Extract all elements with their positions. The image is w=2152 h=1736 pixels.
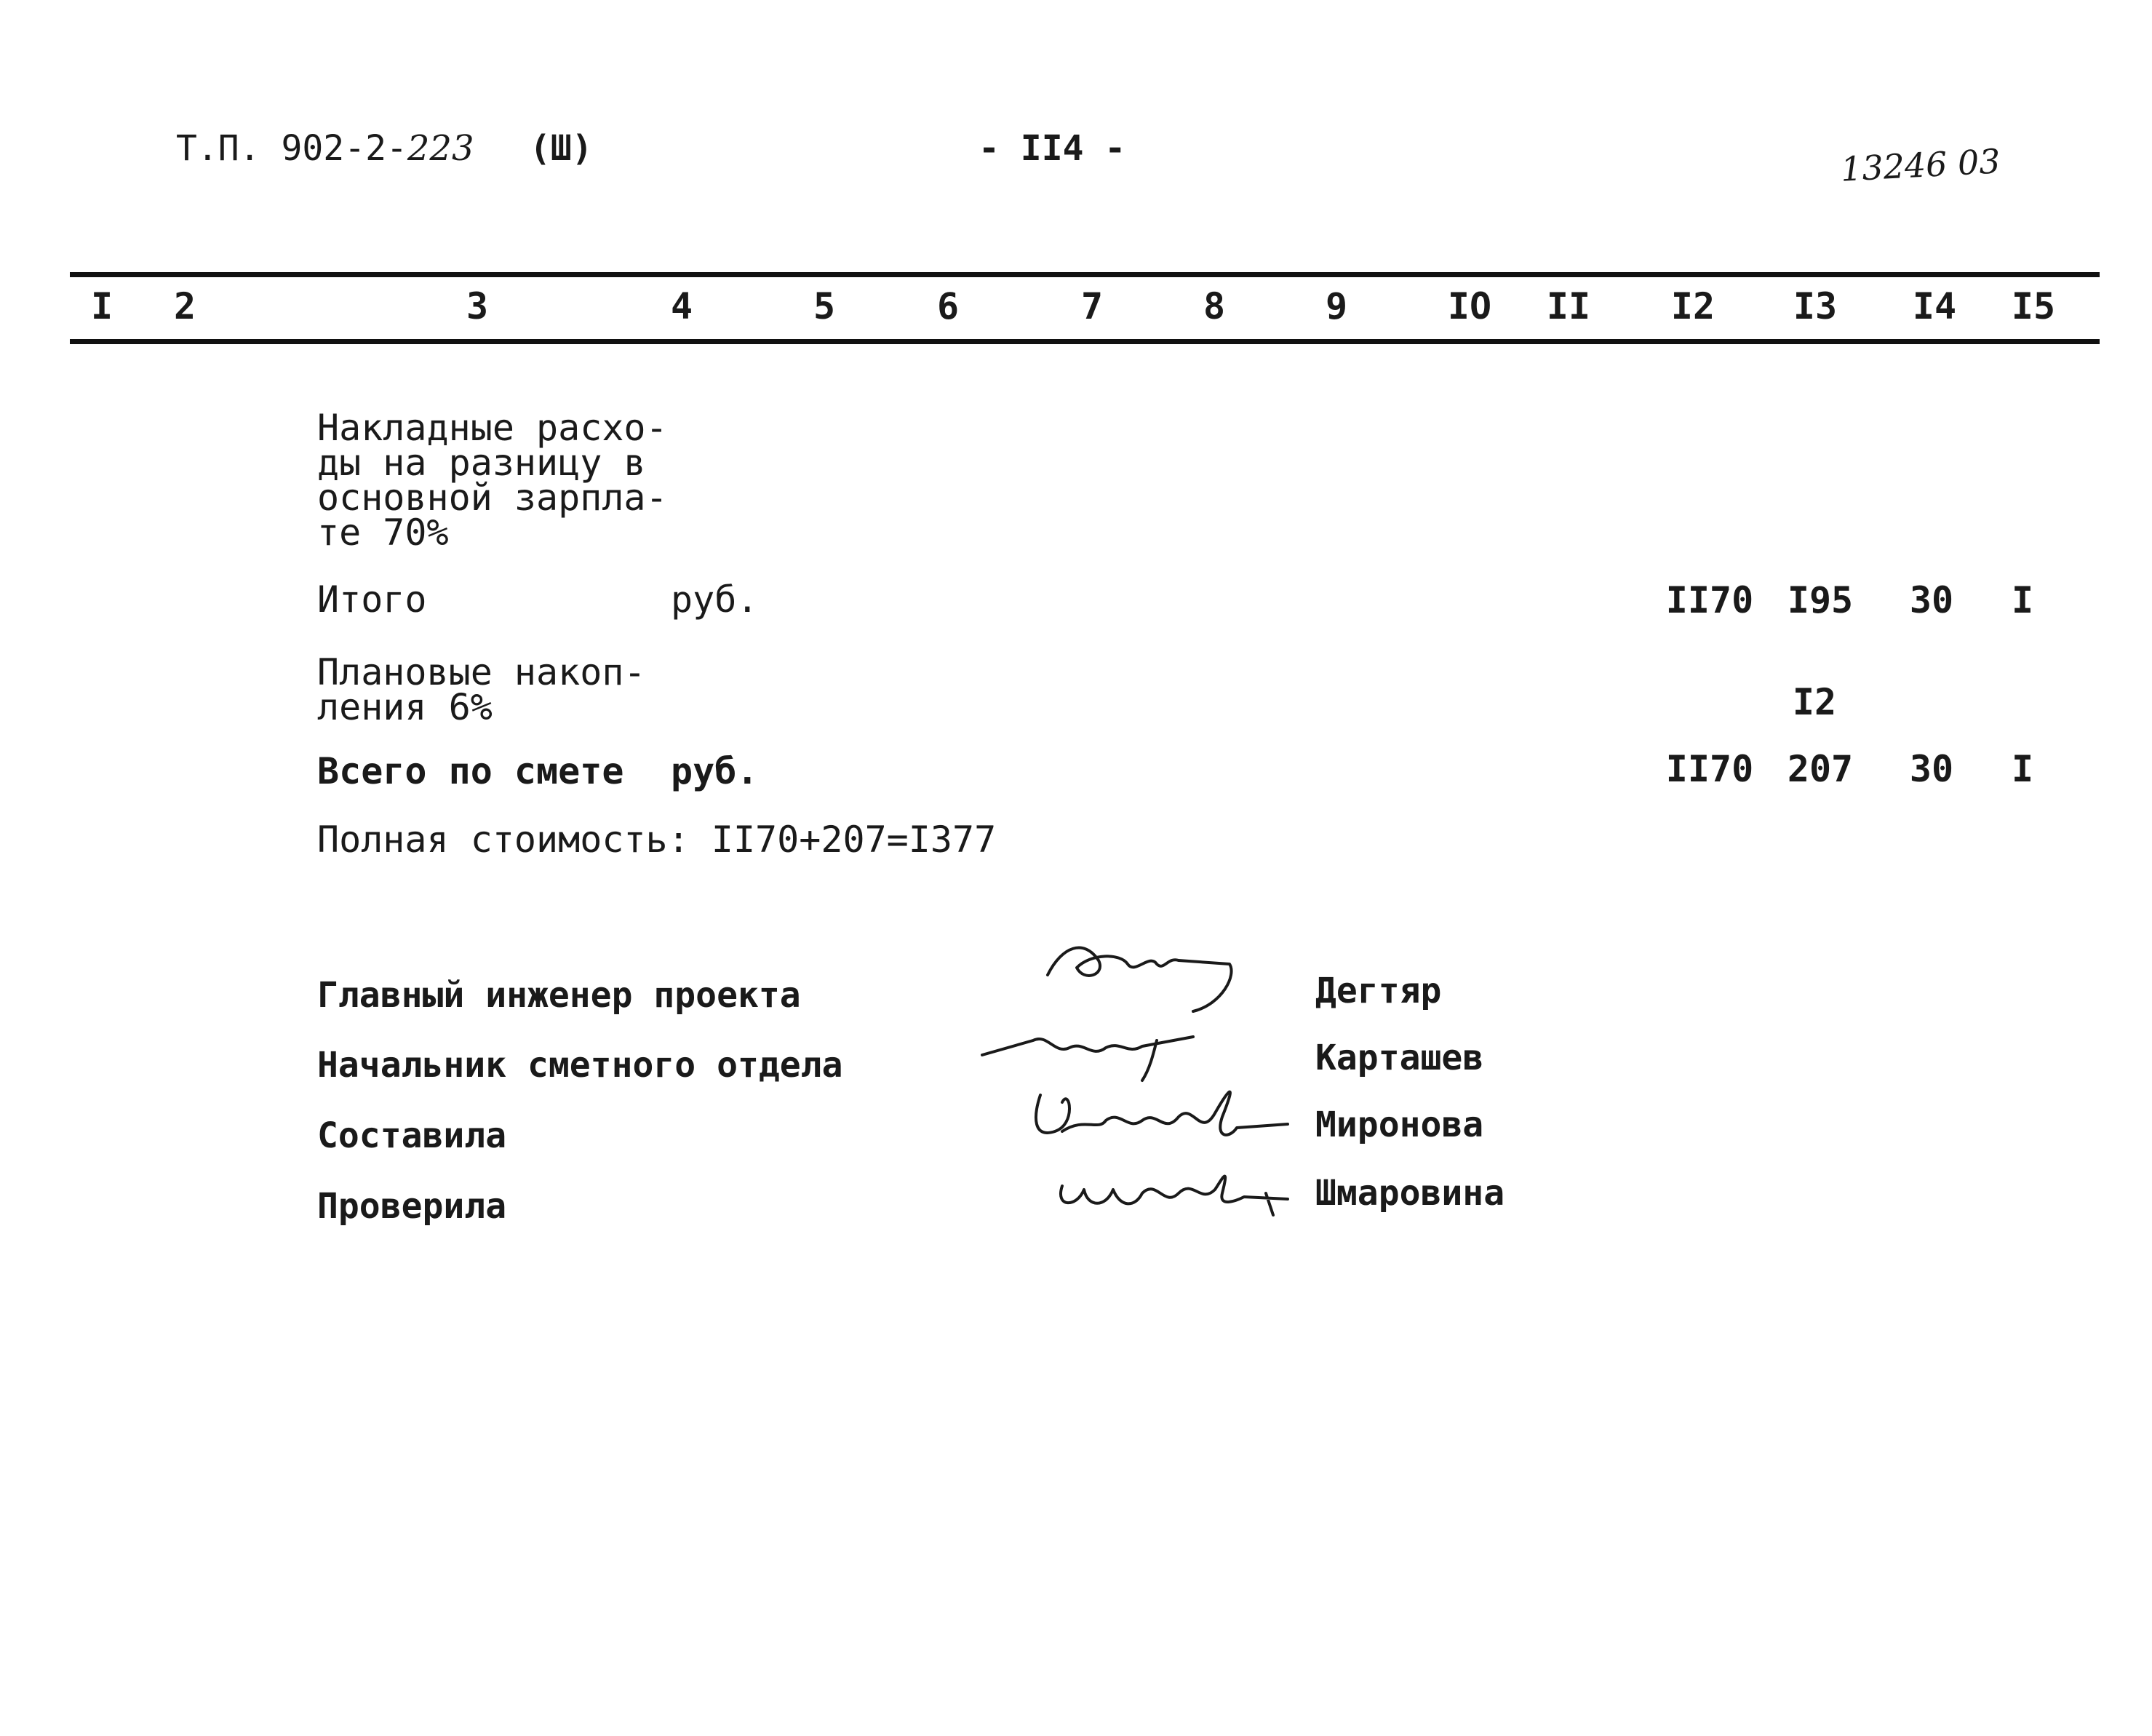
column-number: IO [1447, 285, 1492, 327]
column-number: II [1546, 285, 1591, 327]
signature-role: Начальник сметного отдела [317, 1045, 843, 1086]
column-number: 8 [1203, 285, 1226, 327]
column-number: 4 [670, 285, 693, 327]
column-number: 9 [1325, 285, 1348, 327]
row-unit: руб. [671, 578, 759, 621]
document-code-number: 223 [407, 128, 474, 169]
column-number: 5 [813, 285, 836, 327]
signature-role: Составила [317, 1115, 507, 1156]
row-cell-col14: 30 [1909, 579, 1954, 621]
row-cell-col13: I95 [1787, 579, 1854, 621]
signature-role: Проверила [317, 1186, 507, 1227]
row-text-line: основной зарпла- [317, 477, 668, 519]
row-text-line: ления 6% [317, 686, 493, 728]
row-cell-col13: I2 [1792, 681, 1837, 723]
table-top-rule [70, 272, 2100, 277]
column-number: I4 [1912, 285, 1957, 327]
column-number: I2 [1670, 285, 1715, 327]
row-unit: руб. [671, 750, 759, 792]
row-cell-col14: 30 [1909, 748, 1954, 790]
signature-name: Карташев [1315, 1038, 1484, 1078]
volume-mark: (Ш) [530, 128, 593, 169]
row-text-line: ды на разницу в [317, 442, 646, 484]
column-number: 7 [1080, 285, 1104, 327]
archive-number: 13246 03 [1839, 141, 2001, 189]
row-text-line: те 70% [317, 511, 449, 554]
table-row [317, 651, 646, 728]
column-number: 6 [936, 285, 960, 327]
document-code-prefix: Т.П. 902-2- [176, 128, 407, 169]
signature-name: Миронова [1315, 1104, 1484, 1145]
table-row [317, 407, 668, 554]
row-cell-col12: II70 [1665, 579, 1754, 621]
column-number: I5 [2011, 285, 2056, 327]
table-header-rule [70, 339, 2100, 344]
signature-role: Главный инженер проекта [317, 975, 801, 1016]
signature-name: Дегтяр [1315, 971, 1442, 1011]
row-cell-col12: II70 [1665, 748, 1754, 790]
page-number: - II4 - [979, 128, 1126, 169]
handwritten-signature [1048, 1150, 1295, 1237]
row-label: Итого [317, 578, 427, 621]
column-number: 3 [466, 285, 489, 327]
row-cell-col15: I [2011, 579, 2034, 621]
column-number: I [90, 285, 113, 327]
row-cell-col15: I [2011, 748, 2034, 790]
full-cost-line: Полная стоимость: II70+207=I377 [317, 819, 997, 861]
document-code [176, 128, 474, 169]
row-cell-col13: 207 [1787, 748, 1854, 790]
signature-name: Шмаровина [1315, 1173, 1505, 1214]
row-label: Всего по смете [317, 750, 624, 792]
row-text-line: Накладные расхо- [317, 407, 668, 449]
handwritten-signature [1040, 931, 1259, 1019]
column-number: 2 [173, 285, 196, 327]
column-number: I3 [1793, 285, 1838, 327]
row-text-line: Плановые накоп- [317, 651, 646, 693]
